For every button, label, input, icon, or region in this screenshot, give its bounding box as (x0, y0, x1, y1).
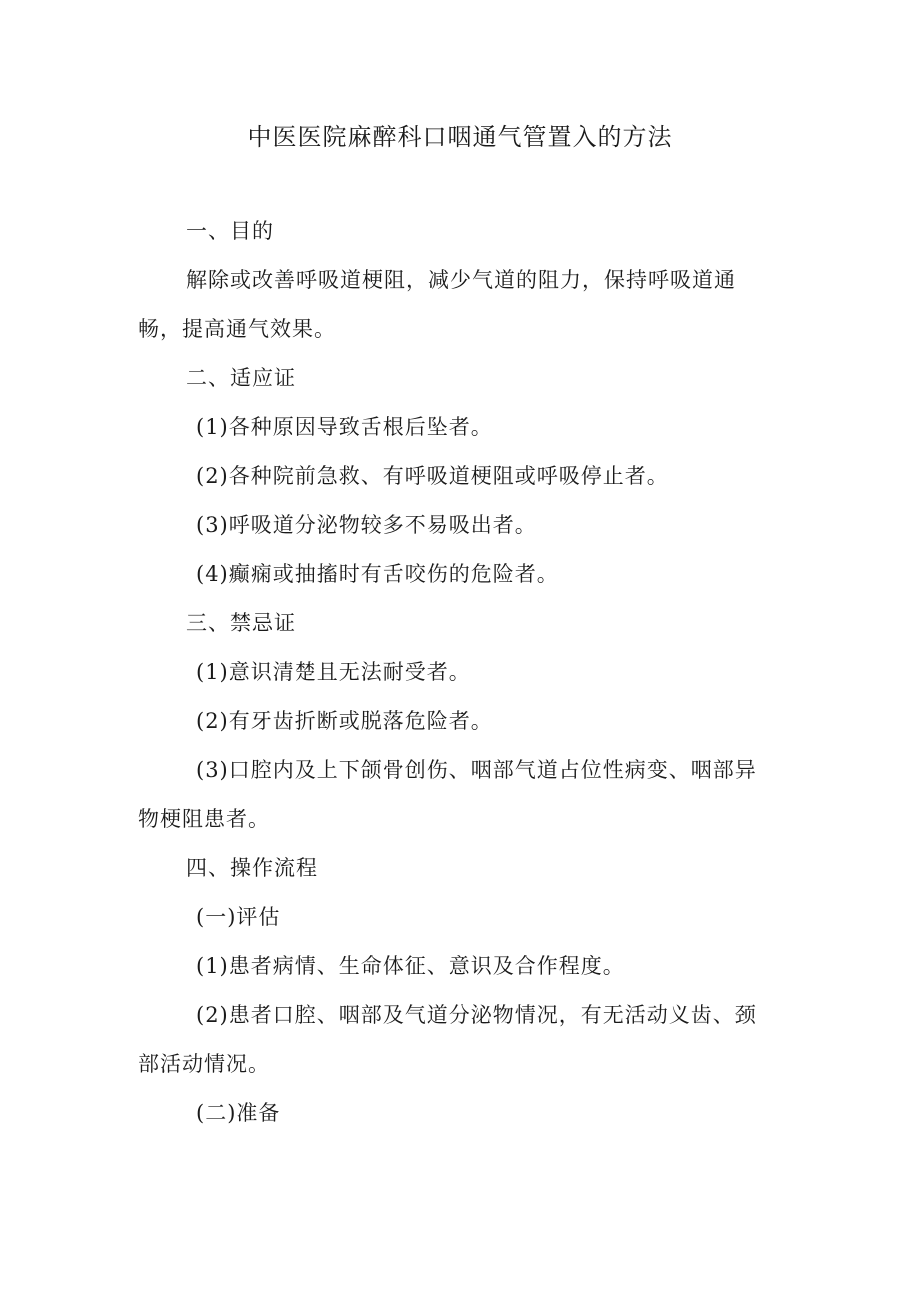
list-item: (4)癫痫或抽搐时有舌咬伤的危险者。 (196, 562, 559, 586)
list-item: (2)有牙齿折断或脱落危险者。 (196, 709, 493, 733)
list-item: (2)患者口腔、咽部及气道分泌物情况，有无活动义齿、颈 (196, 1003, 757, 1027)
list-item: (1)患者病情、生命体征、意识及合作程度。 (196, 954, 625, 978)
paragraph-line: 畅，提高通气效果。 (138, 317, 336, 341)
list-item: (3)口腔内及上下颌骨创伤、咽部气道占位性病变、咽部异 (196, 758, 757, 782)
section-heading-procedure: 四、操作流程 (186, 856, 318, 880)
document-body (138, 207, 792, 1138)
list-item: (1)意识清楚且无法耐受者。 (196, 660, 471, 684)
section-heading-indications: 二、适应证 (186, 366, 296, 390)
list-item: (2)各种院前急救、有呼吸道梗阻或呼吸停止者。 (196, 464, 669, 488)
list-item-continuation: 部活动情况。 (138, 1052, 270, 1076)
document-title: 中医医院麻醉科口咽通气管置入的方法 (247, 123, 673, 151)
list-item-continuation: 物梗阻患者。 (138, 807, 270, 831)
section-heading-purpose: 一、目的 (186, 219, 274, 243)
list-item: (3)呼吸道分泌物较多不易吸出者。 (196, 513, 537, 537)
subsection-heading-assessment: (一)评估 (196, 905, 281, 929)
section-heading-contraindications: 三、禁忌证 (186, 611, 296, 635)
subsection-heading-preparation: (二)准备 (196, 1101, 281, 1125)
paragraph-line: 解除或改善呼吸道梗阻，减少气道的阻力，保持呼吸道通 (186, 268, 736, 292)
list-item: (1)各种原因导致舌根后坠者。 (196, 415, 493, 439)
